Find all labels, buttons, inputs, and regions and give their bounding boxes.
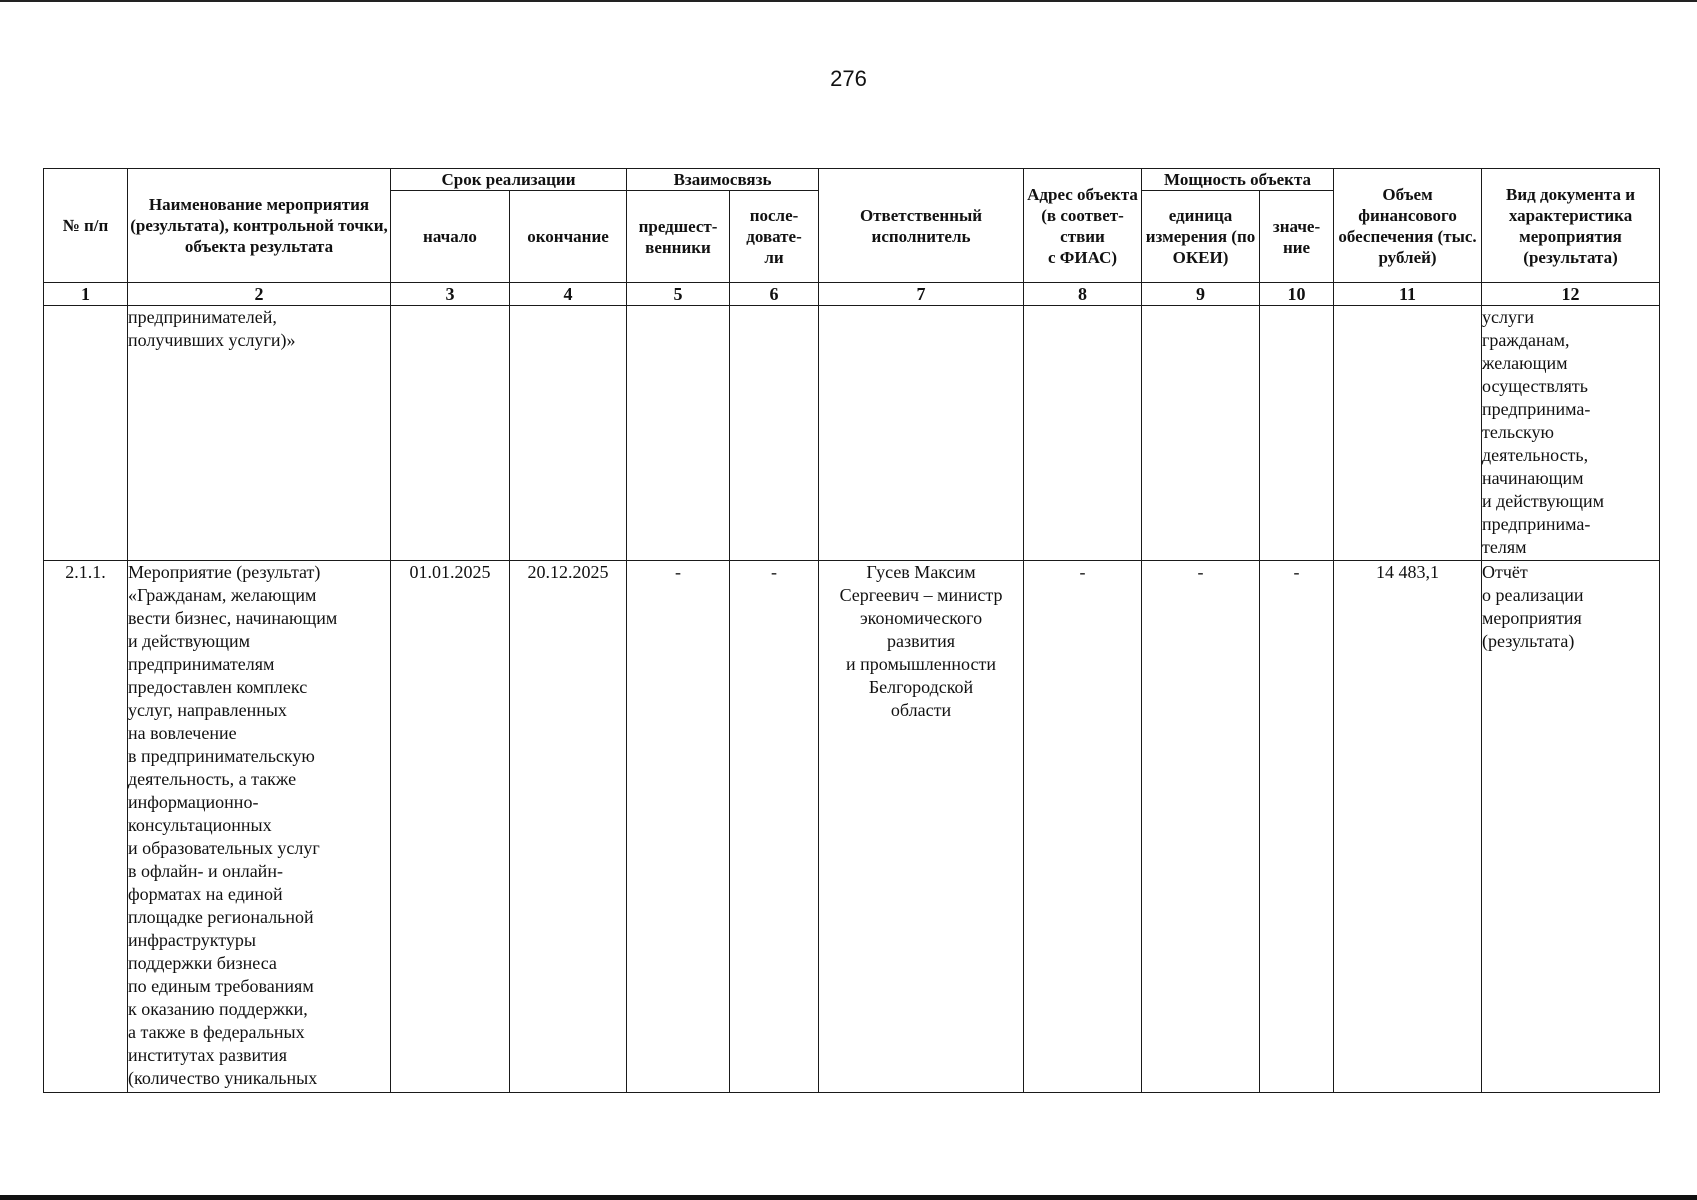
column-number: 1	[44, 283, 128, 306]
column-number: 5	[627, 283, 730, 306]
activities-table	[43, 168, 1660, 1093]
column-number: 12	[1482, 283, 1660, 306]
header-doc-type: Вид документа и характеристика мероприятия (результата)	[1482, 169, 1660, 283]
cell-address	[1024, 306, 1142, 561]
cell-unit	[1142, 306, 1260, 561]
column-number: 3	[391, 283, 510, 306]
cell-successors: -	[730, 561, 819, 1093]
column-number-row	[44, 283, 1660, 306]
header-funding: Объем финансового обеспечения (тыс. рублей)	[1334, 169, 1482, 283]
column-number: 2	[128, 283, 391, 306]
column-number: 7	[819, 283, 1024, 306]
cell-start: 01.01.2025	[391, 561, 510, 1093]
header-end: окончание	[510, 191, 627, 283]
header-predecessors: предшест- венники	[627, 191, 730, 283]
cell-start	[391, 306, 510, 561]
cell-successors	[730, 306, 819, 561]
header-address: Адрес объекта (в соответ- ствии с ФИАС)	[1024, 169, 1142, 283]
column-number: 10	[1260, 283, 1334, 306]
cell-name-wrap	[128, 561, 391, 1093]
page-number: 276	[830, 66, 867, 91]
cell-responsible: Гусев Максим Сергеевич – министр экономического развития и промышленности Белгородской области	[819, 561, 1024, 1093]
header-num: № п/п	[44, 169, 128, 283]
header-capacity: Мощность объекта	[1142, 169, 1334, 191]
cell-end: 20.12.2025	[510, 561, 627, 1093]
cell-name: предпринимателей, получивших услуги)»	[128, 306, 391, 561]
header-period: Срок реализации	[391, 169, 627, 191]
cell-unit: -	[1142, 561, 1260, 1093]
cell-num	[44, 306, 128, 561]
column-number: 9	[1142, 283, 1260, 306]
cell-address: -	[1024, 561, 1142, 1093]
cell-doc-type: услуги гражданам, желающим осуществлять предпринима- тельскую деятельность, начинающим и действующим предпринима- телям	[1482, 306, 1660, 561]
top-rule	[0, 0, 1697, 2]
cell-funding	[1334, 306, 1482, 561]
header-row-1	[44, 169, 1660, 191]
cell-predecessors: -	[627, 561, 730, 1093]
column-number: 8	[1024, 283, 1142, 306]
header-start: начало	[391, 191, 510, 283]
cell-name: Мероприятие (результат) «Гражданам, желающим вести бизнес, начинающим и действующим предпринимателям предоставлен комплекс услуг, направленных на вовлечение в предпринимательскую деятельность, а также информационно- консультационных и образовательных услуг в офлайн- и онлайн- форматах на единой площадке региональной инфраструктуры поддержки бизнеса по единым требованиям к оказанию поддержки, а также в федеральных институтах развития (количество уникальных	[128, 562, 338, 1088]
column-number: 4	[510, 283, 627, 306]
header-relation: Взаимосвязь	[627, 169, 819, 191]
cell-value: -	[1260, 561, 1334, 1093]
cell-end	[510, 306, 627, 561]
cell-doc-type: Отчёт о реализации мероприятия (результата)	[1482, 561, 1660, 1093]
cell-predecessors	[627, 306, 730, 561]
cell-funding: 14 483,1	[1334, 561, 1482, 1093]
column-number: 11	[1334, 283, 1482, 306]
header-value: значе- ние	[1260, 191, 1334, 283]
cell-num: 2.1.1.	[44, 561, 128, 1093]
table-row	[44, 306, 1660, 561]
cell-value	[1260, 306, 1334, 561]
bottom-rule	[0, 1195, 1697, 1200]
header-name: Наименование мероприятия (результата), контрольной точки, объекта результата	[128, 169, 391, 283]
column-number: 6	[730, 283, 819, 306]
header-unit: единица измерения (по ОКЕИ)	[1142, 191, 1260, 283]
cell-responsible	[819, 306, 1024, 561]
header-responsible: Ответственный исполнитель	[819, 169, 1024, 283]
header-successors: после- довате- ли	[730, 191, 819, 283]
table-row	[44, 561, 1660, 1093]
